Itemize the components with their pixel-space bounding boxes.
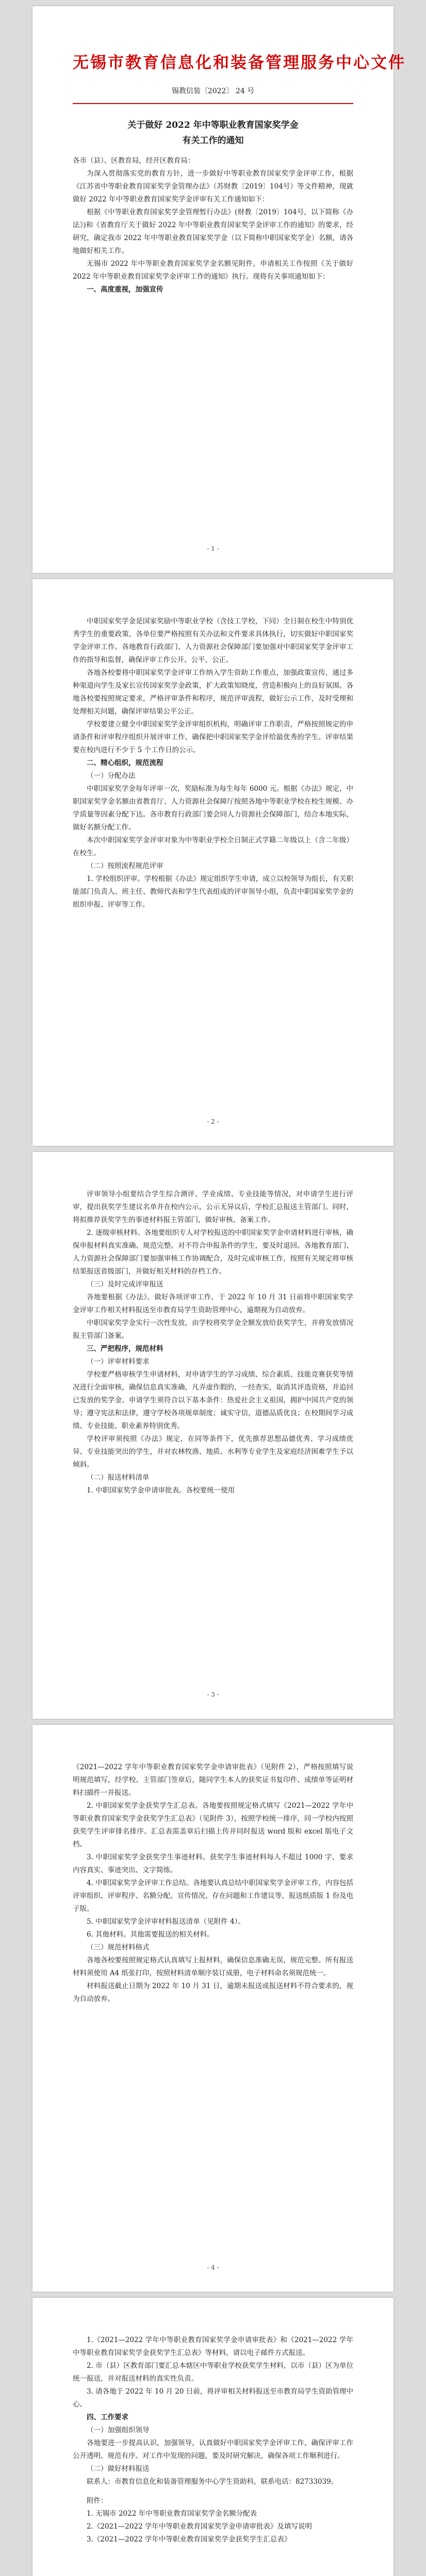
- section-heading: 三、严把程序，规范材料: [87, 1345, 163, 1353]
- paragraph: 1. 中职国家奖学金申请审批表。各校要统一使用: [87, 1486, 235, 1495]
- page-1: [32, 6, 406, 573]
- attachment-item: 2.《2021—2022 学年中等职业教育国家奖学金申请审批表》及填写说明: [87, 2522, 312, 2531]
- paragraph: 为深入贯彻落实党的教育方针，进一步做好中等职业教育国家奖学金评审工作，根据《江苏省中等职业教育国家奖学金管理办法》（苏财教〔2019〕104号）等文件精神，现就做好 2022 年中等职业教育国家奖学金评审有关工作通知如下：: [73, 170, 353, 204]
- subsection-heading: （二）按照流程规范评审: [87, 862, 163, 870]
- paragraph: 评审领导小组要结合学生综合测评、学业成绩、专业技能等情况，对申请学生进行评审，提出获奖学生建议名单并在校内公示，公示无异议后，学校汇总报送主管部门。同时，将拟推荐获奖学生的事迹材料报主管部门，做好审核、备案工作。: [73, 1190, 353, 1224]
- page-number: - 1 -: [207, 545, 219, 552]
- paragraph: 学校要严格审核学生申请材料，对申请学生的学习成绩、综合素质、技能竞赛获奖等情况进行全面审核，确保信息真实准确，凡弄虚作假的，一经查实，取消其评选资格，并追回已发放的奖学金。申请学生须符合以下基本条件：热爱社会主义祖国，拥护中国共产党的领导；遵守宪法和法律，遵守学校各项规章制度；诚实守信，道德品质优良；在校期间学习成绩、专业技能、职业素养特别优秀。: [73, 1370, 353, 1430]
- paragraph: 各地要进一步提高认识，加强领导，认真做好中职国家奖学金评审工作，确保评审工作公开透明、规范有序。对工作中发现的问题，要及时研究解决，确保各项工作顺利进行。: [73, 2439, 353, 2460]
- section-heading: 二、精心组织，规范流程: [87, 759, 163, 767]
- page-number: - 4 -: [207, 2264, 219, 2271]
- paragraph: 3. 请各地于 2022 年 10 月 20 日前，将评审相关材料报送至市教育局学生资助管理中心。: [73, 2387, 353, 2409]
- subsection-heading: （一）评审材料要求: [87, 1358, 150, 1366]
- subsection-heading: （三）及时完成评审报送: [87, 1280, 163, 1289]
- page-4: [32, 1725, 394, 2292]
- paragraph: 1.《2021—2022 学年中等职业教育国家奖学金申请审批表》和《2021—2022 学年中等职业教育国家奖学金获奖学生汇总表》等材料，请以电子邮件方式报送。: [73, 2336, 353, 2357]
- paragraph: 5. 中职国家奖学金评审材料报送清单（见附件 4）。: [87, 1918, 245, 1926]
- page-2: [32, 579, 394, 1146]
- paragraph: 根据《中等职业教育国家奖学金管理暂行办法》(财教〔2019〕104号，以下简称《办法》)和《省教育厅关于做好 2022 年中等职业教育国家奖学金评审工作的通知》的要求，经研究，确定我市 2022 年中等职业教育国家奖学金（以下简称中职国家奖学金）名额，请各地做好相关工作。: [73, 208, 353, 255]
- paragraph: 2. 中职国家奖学金获奖学生汇总表。各地要按照规定格式填写《2021—2022 学年中等职业教育国家奖学金获奖学生汇总表》（见附件 3），按照学校统一排序，同一学校内按照获奖学生评审排名排序。汇总表需盖章后扫描上传并同时报送 word 版和 excel 版电子文档。: [73, 1802, 353, 1849]
- document-number: 锡教信装〔2022〕 24 号: [171, 87, 255, 95]
- paragraph: 各地各校要按照规定格式认真填写上报材料，确保信息准确无误，规范完整。所有报送材料须使用 A4 纸张打印，按照材料清单顺序装订成册，电子材料命名须规范统一。: [73, 1956, 353, 1977]
- paragraph: 联系人：市教育信息化和装备管理服务中心学生资助科，联系电话：82733039。: [87, 2478, 338, 2486]
- section-heading: 一、高度重视，加强宣传: [87, 285, 163, 294]
- red-divider: [73, 103, 353, 104]
- paragraph: 中职国家奖学金每年评审一次，奖励标准为每生每年 6000 元。根据《办法》规定，中职国家奖学金名额由省教育厅、人力资源社会保障厅按照各地中等职业学校在校生规模、办学质量等因素分配下达。各市教育行政部门要会同人力资源社会保障部门，结合本地实际，做好名额分配工作。: [73, 785, 353, 832]
- paragraph: 中职国家奖学金是国家奖励中等职业学校（含技工学校，下同）全日制在校生中特别优秀学生的重要政策，各单位要严格按照有关办法和文件要求具体执行，切实做好中职国家奖学金评审工作。各地教育行政部门、人力资源社会保障部门要加强对中职国家奖学金评审工作的指导和监督，确保评审工作公开、公平、公正。: [73, 617, 353, 664]
- attachment-item: 3.《2021—2022 学年中等职业教育国家奖学金获奖学生汇总表》: [87, 2535, 291, 2544]
- page-5: [32, 2298, 394, 2576]
- paragraph: 本次中职国家奖学金评审对象为中等职业学校全日制正式学籍二年级以上（含二年级）在校生。: [73, 836, 353, 857]
- paragraph: 2. 市（县）区教育部门要汇总本辖区中等职业学校获奖学生材料，以市（县）区为单位统一报送，并对报送材料的真实性负责。: [73, 2362, 353, 2383]
- paragraph: 4. 中职国家奖学金评审工作总结。各地要认真总结中职国家奖学金评审工作，内容包括评审组织、评审程序、名额分配、宣传情况、存在问题和工作建议等，报送纸质版 1 份及电子版。: [73, 1879, 353, 1913]
- attachment-item: 1. 无锡市 2022 年中等职业教育国家奖学金名额分配表: [87, 2510, 257, 2518]
- paragraph: 中职国家奖学金实行一次性发放，由学校将奖学金全额发放给获奖学生，并将发放情况报主管部门备案。: [73, 1319, 353, 1340]
- paragraph: 材料报送截止日期为 2022 年 10 月 31 日，逾期未报送或报送材料不符合要求的，视为自动放弃。: [73, 1982, 353, 2003]
- paragraph: 无锡市 2022 年中等职业教育国家奖学金名额见附件，申请相关工作按照《关于做好 2022 年中等职业教育国家奖学金评审工作的通知》执行。现将有关事项通知如下：: [73, 260, 353, 281]
- attachment-label: 附件：: [87, 2497, 108, 2505]
- paragraph: 各地各校要将中职国家奖学金评审工作纳入学生资助工作重点，加强政策宣传，通过多种渠道向学生及家长宣传国家奖学金政策，扩大政策知晓度，营造积极向上的良好氛围。各地各校要按照规定要求，严格评审条件和程序，规范评审流程，做好公示工作，及时受理和处理相关问题，确保评审结果公平公正。: [73, 669, 353, 716]
- section-heading: 四、工作要求: [87, 2413, 128, 2421]
- subsection-heading: （一）分配办法: [87, 772, 136, 780]
- subsection-heading: （二）做好材料报送: [87, 2465, 150, 2473]
- page-number: - 2 -: [207, 1118, 219, 1125]
- page-3: [32, 1152, 394, 1719]
- paragraph: 学校评审须按照《办法》规定，在同等条件下，优先推荐思想品德优秀、学习成绩优异、专业技能突出的学生，并对农林牧渔、地质、水利等专业学生及家庭经济困难学生予以倾斜。: [73, 1435, 353, 1469]
- paragraph: 各地要根据《办法》，做好各项评审工作，于 2022 年 10 月 31 日前将中职国家奖学金评审工作相关材料报送至市教育局学生资助管理中心，逾期视为自动放弃。: [73, 1293, 353, 1314]
- paragraph: 1. 学校组织评审。学校根据《办法》规定组织学生申请，成立以校领导为组长，有关职能部门负责人、班主任、教师代表和学生代表组成的评审领导小组，负责中职国家奖学金的组织申报、评审等工作。: [73, 875, 353, 909]
- page-number: - 3 -: [207, 1691, 219, 1698]
- paragraph: 2. 逐级审核材料。各地要组织专人对学校报送的中职国家奖学金申请材料进行审核，确保申报材料真实准确、规范完整。对不符合申报条件的学生，要及时退回。各地教育部门、人力资源社会保障部门要加强审核工作协调配合，及时完成审核工作，按照有关规定将审核结果报送省级部门，并做好相关材料的存档工作。: [73, 1229, 353, 1276]
- salutation: 各市（县）、区教育局，经开区教育局：: [73, 157, 195, 165]
- subsection-heading: （三）规范材料格式: [87, 1943, 150, 1952]
- paragraph: 6. 其他材料。其他需要报送的相关材料。: [87, 1930, 214, 1939]
- paragraph: 学校要建立健全中职国家奖学金评审组织机构，明确评审工作职责，严格按照规定的申请条件和评审程序组织开展评审工作，确保把中职国家奖学金评给最优秀的学生。评审结果要在校内进行不少于 5 个工作日的公示。: [73, 720, 353, 754]
- title-line-2: 有关工作的通知: [182, 135, 244, 146]
- subsection-heading: （二）报送材料清单: [87, 1473, 150, 1482]
- title-line-1: 关于做好 2022 年中等职业教育国家奖学金: [127, 120, 299, 130]
- org-header-title: 无锡市教育信息化和装备管理服务中心文件: [73, 54, 406, 72]
- paragraph: 3. 中职国家奖学金获奖学生事迹材料。获奖学生事迹材料每人不超过 1000 字，要求内容真实、事迹突出、文字简练。: [73, 1853, 353, 1874]
- paragraph: 《2021—2022 学年中等职业教育国家奖学金申请审批表》（见附件 2），严格按照填写说明规范填写，经学校、主管部门签章后，随同学生本人的获奖证书复印件、成绩单等证明材料扫描件一并报送。: [73, 1763, 353, 1797]
- document-title: [73, 117, 353, 148]
- subsection-heading: （一）加强组织领导: [87, 2426, 150, 2434]
